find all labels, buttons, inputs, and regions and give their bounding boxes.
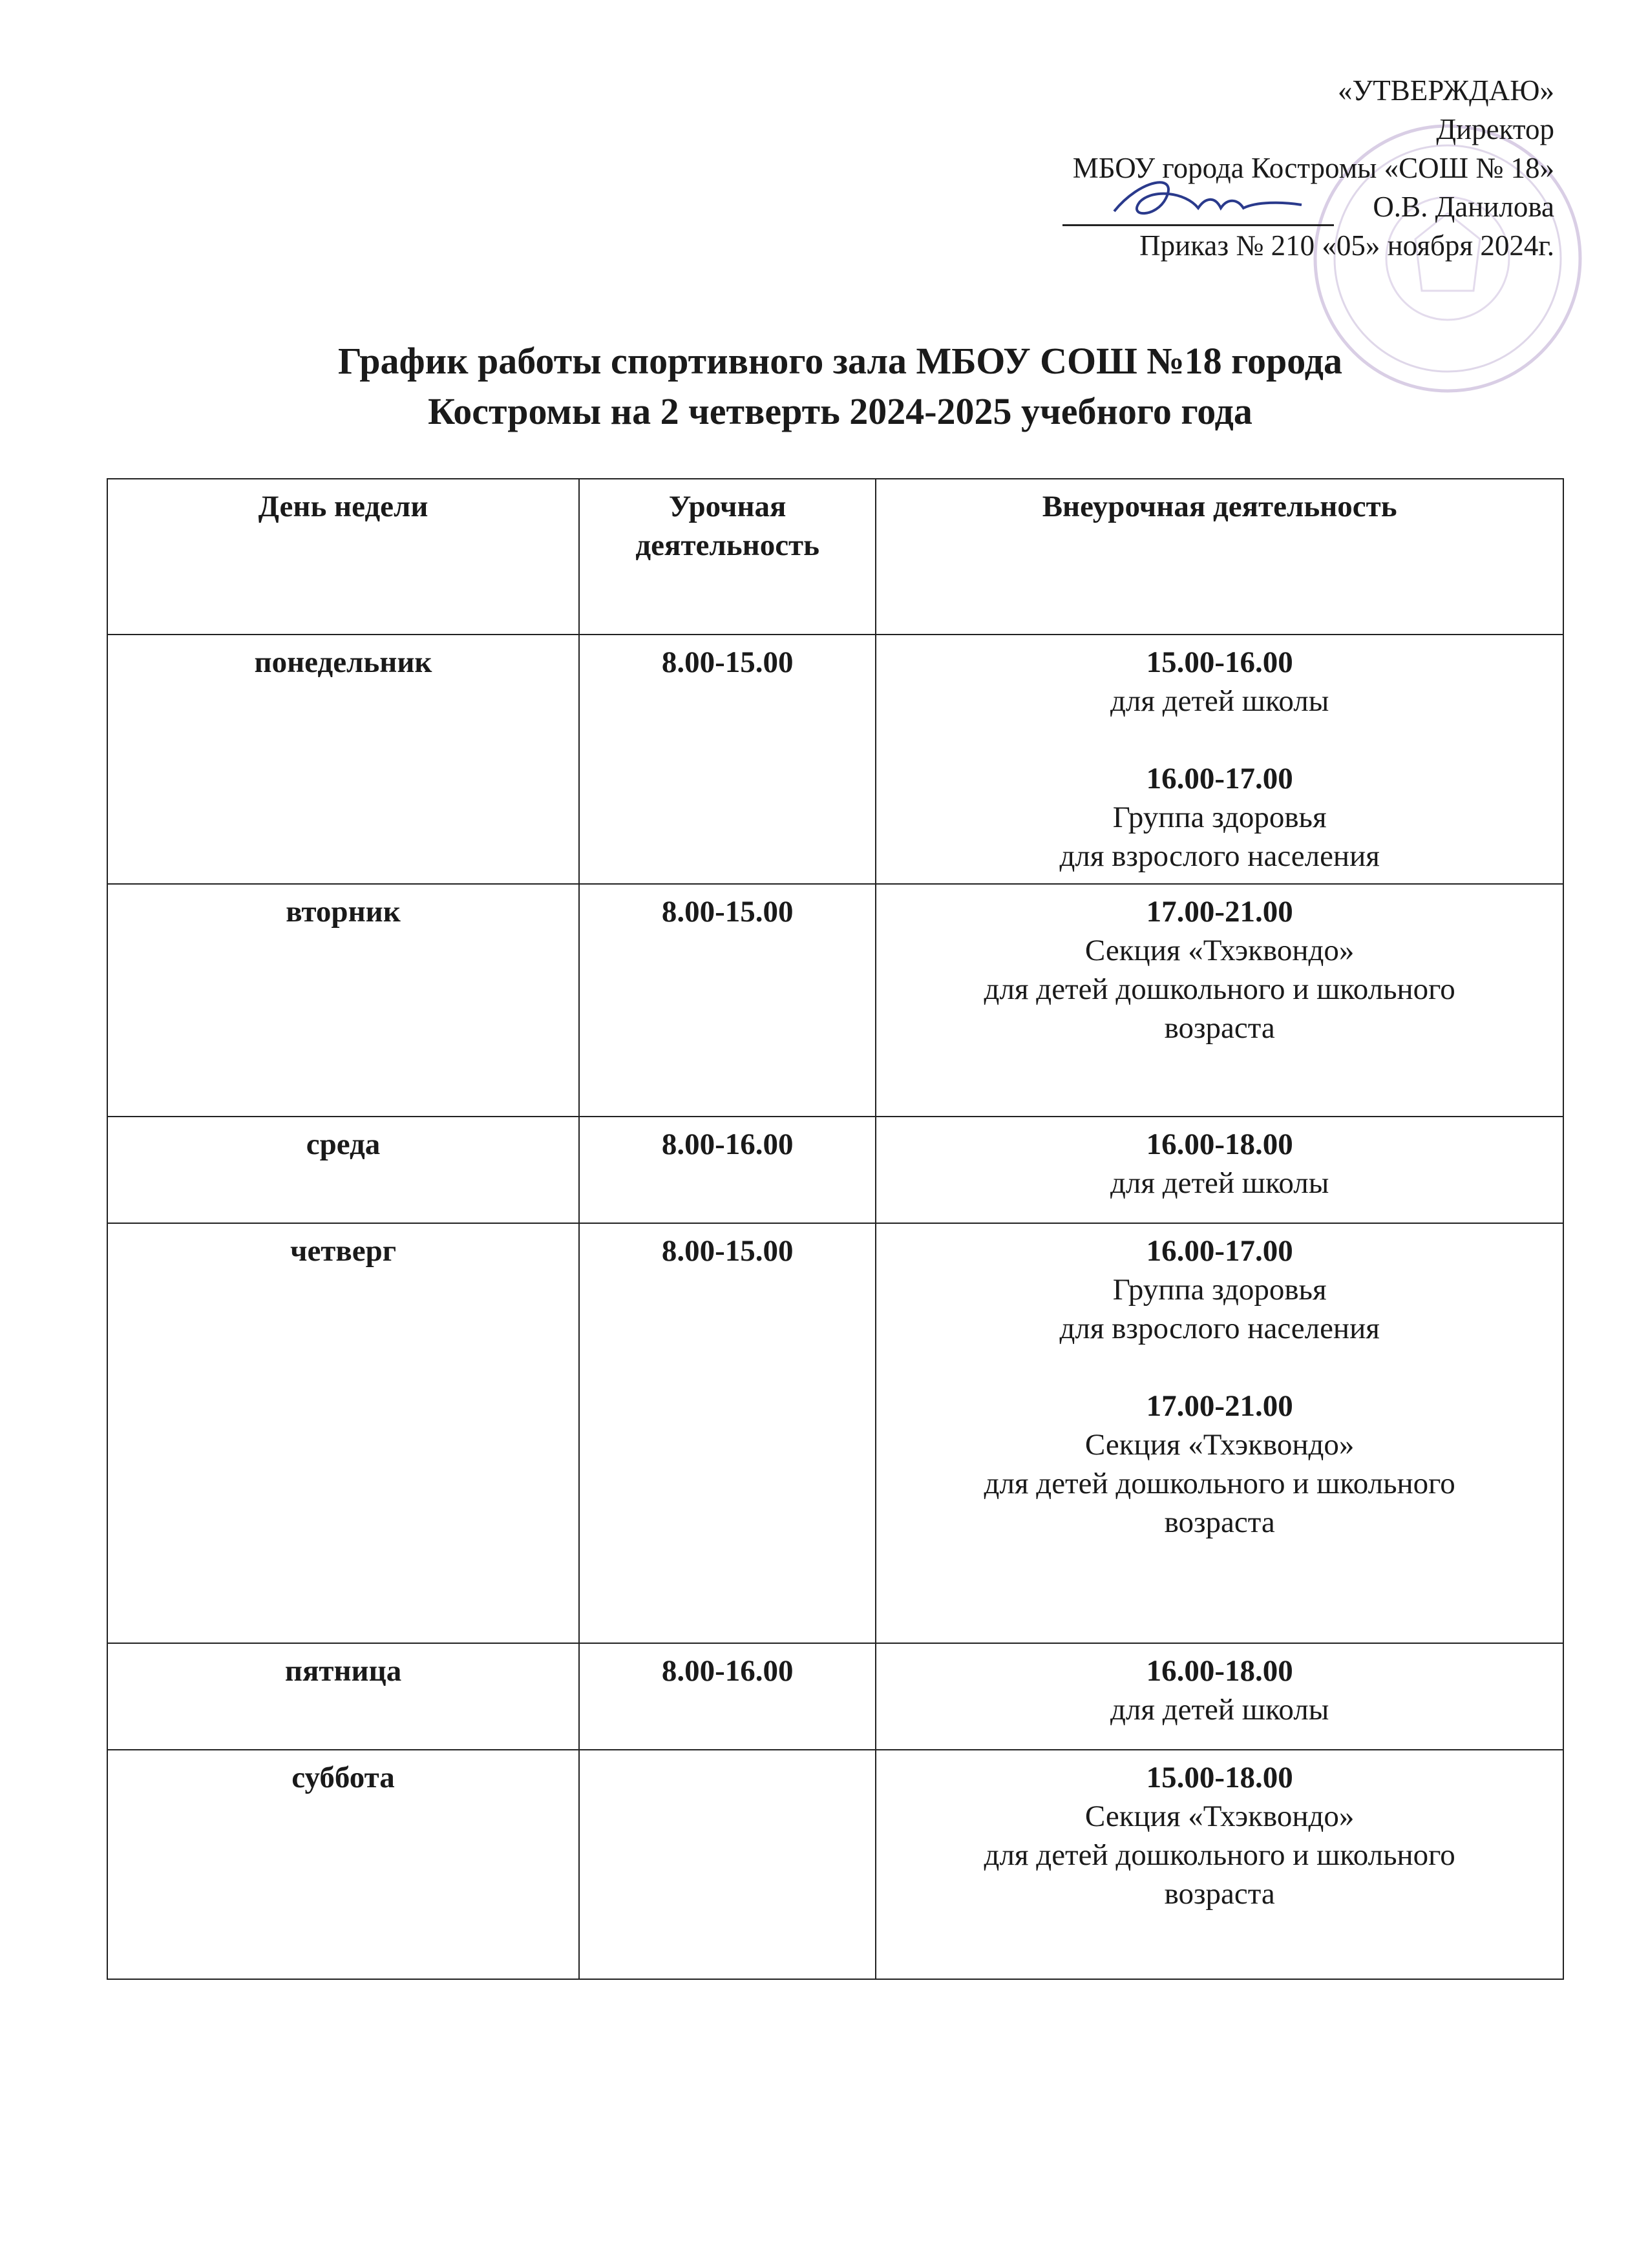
- header-lesson: [579, 479, 876, 635]
- cell-lesson-hours: 8.00-16.00: [579, 1643, 876, 1750]
- header-lesson-line-2: деятельность: [635, 529, 819, 562]
- cell-day: вторник: [107, 884, 579, 1117]
- cell-lesson-hours: [579, 1750, 876, 1979]
- activity-description: Группа здоровья: [1112, 801, 1327, 834]
- cell-lesson-hours: 8.00-15.00: [579, 1223, 876, 1643]
- cell-day: среда: [107, 1117, 579, 1223]
- activity-time: 16.00-17.00: [1146, 1234, 1293, 1268]
- activity-description: Группа здоровья: [1112, 1273, 1327, 1307]
- activity-time: 16.00-18.00: [1146, 1654, 1293, 1688]
- block-spacer: [883, 1348, 1556, 1387]
- activity-time: 17.00-21.00: [1146, 1389, 1293, 1423]
- table-row: [107, 635, 1563, 884]
- title-line-1: График работы спортивного зала МБОУ СОШ №18 города: [338, 340, 1342, 382]
- approval-organization: МБОУ города Костромы «СОШ № 18»: [1072, 152, 1554, 184]
- cell-day: понедельник: [107, 635, 579, 884]
- cell-day: четверг: [107, 1223, 579, 1643]
- schedule-table: [107, 478, 1564, 1980]
- title-line-2: Костромы на 2 четверть 2024-2025 учебного года: [428, 390, 1252, 432]
- table-header-row: [107, 479, 1563, 635]
- activity-description: для взрослого населения: [1059, 1312, 1380, 1345]
- activity-description: Секция «Тхэквондо»: [1084, 934, 1355, 967]
- block-spacer: [883, 720, 1556, 759]
- activity-description: возраста: [1164, 1506, 1275, 1539]
- activity-time: 15.00-16.00: [1146, 646, 1293, 679]
- header-lesson-line-1: Урочная: [668, 490, 787, 523]
- cell-lesson-hours: 8.00-15.00: [579, 884, 876, 1117]
- cell-extracurricular: [876, 884, 1563, 1117]
- signature-field: [1062, 192, 1334, 226]
- table-row: [107, 1117, 1563, 1223]
- page-title: [116, 336, 1564, 437]
- cell-lesson-hours: 8.00-16.00: [579, 1117, 876, 1223]
- activity-description: для детей школы: [1110, 684, 1329, 718]
- activity-description: для взрослого населения: [1059, 839, 1380, 873]
- activity-description: для детей дошкольного и школьного: [984, 972, 1455, 1006]
- approval-position: Директор: [1436, 113, 1554, 145]
- cell-day: суббота: [107, 1750, 579, 1979]
- activity-time: 16.00-17.00: [1146, 762, 1293, 795]
- activity-description: возраста: [1164, 1011, 1275, 1045]
- signature-scribble: [1101, 173, 1308, 231]
- director-name: О.В. Данилова: [1373, 191, 1554, 223]
- cell-extracurricular: [876, 1750, 1563, 1979]
- cell-extracurricular: [876, 635, 1563, 884]
- activity-description: для детей дошкольного и школьного: [984, 1838, 1455, 1872]
- table-row: [107, 1223, 1563, 1643]
- cell-extracurricular: [876, 1117, 1563, 1223]
- cell-extracurricular: [876, 1223, 1563, 1643]
- table-row: [107, 1750, 1563, 1979]
- activity-time: 16.00-18.00: [1146, 1128, 1293, 1161]
- activity-description: Секция «Тхэквондо»: [1084, 1428, 1355, 1462]
- schedule-body: [107, 635, 1563, 1979]
- activity-description: для детей школы: [1110, 1693, 1329, 1727]
- table-row: [107, 884, 1563, 1117]
- cell-extracurricular: [876, 1643, 1563, 1750]
- approval-block: [843, 71, 1554, 265]
- header-extracurricular: Внеурочная деятельность: [876, 479, 1563, 635]
- activity-time: 17.00-21.00: [1146, 895, 1293, 929]
- cell-lesson-hours: 8.00-15.00: [579, 635, 876, 884]
- header-day: День недели: [107, 479, 579, 635]
- activity-description: Секция «Тхэквондо»: [1084, 1800, 1355, 1833]
- activity-description: для детей дошкольного и школьного: [984, 1467, 1455, 1500]
- activity-description: возраста: [1164, 1877, 1275, 1911]
- approval-heading: «УТВЕРЖДАЮ»: [1337, 74, 1554, 107]
- activity-time: 15.00-18.00: [1146, 1761, 1293, 1794]
- table-row: [107, 1643, 1563, 1750]
- activity-description: для детей школы: [1110, 1166, 1329, 1200]
- approval-signature-line: [843, 187, 1554, 226]
- cell-day: пятница: [107, 1643, 579, 1750]
- order-reference: Приказ № 210 «05» ноября 2024г.: [1139, 229, 1554, 262]
